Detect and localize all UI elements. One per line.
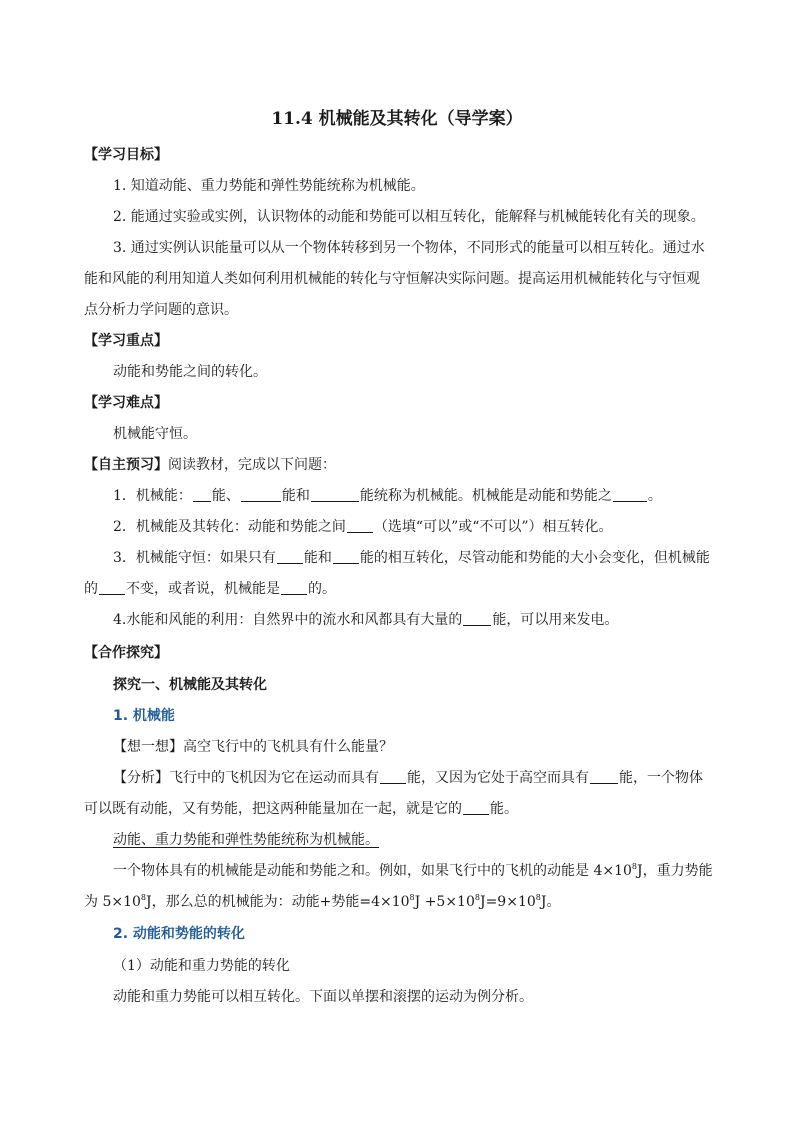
example-exp-4: 8 <box>474 893 480 902</box>
example-text-b: J，重力势能 <box>637 863 713 879</box>
q3-text-d: 的 <box>84 581 98 597</box>
focus-header: 【学习重点】 <box>84 333 168 349</box>
preview-q4 <box>113 610 618 630</box>
q2-text-b: （选填“可以”或“不可以”）相互转化。 <box>373 519 613 535</box>
q3-blank-4[interactable] <box>281 580 307 595</box>
example-exp-2: 8 <box>140 893 146 902</box>
q1-text-c: 能和 <box>281 488 310 504</box>
analysis-text-c: 能，一个物体 <box>619 770 703 786</box>
q3-text-f: 的。 <box>308 581 336 597</box>
section-1-heading: 探究一、机械能及其转化 <box>113 677 267 693</box>
preview-q3-line1 <box>113 548 710 568</box>
goals-header: 【学习目标】 <box>84 147 168 163</box>
focus-text: 动能和势能之间的转化。 <box>113 364 267 380</box>
goal-1: 1. 知道动能、重力势能和弹性势能统称为机械能。 <box>113 178 425 194</box>
example-line1 <box>113 861 713 881</box>
analysis-text-b: 能，又因为它处于高空而具有 <box>407 770 589 786</box>
example-text-d: J，那么总的机械能为：动能+势能=4×10 <box>146 894 410 910</box>
definition-text: 动能、重力势能和弹性势能统称为机械能。 <box>113 832 379 848</box>
example-line2 <box>84 892 560 912</box>
q3-blank-3[interactable] <box>99 580 125 595</box>
q3-blank-2[interactable] <box>333 549 359 564</box>
q2-blank[interactable] <box>347 518 373 533</box>
q3-text-e: 不变，或者说，机械能是 <box>126 581 280 597</box>
example-text-f: J=9×10 <box>479 894 536 910</box>
subsection-conversion: 2. 动能和势能的转化 <box>113 926 245 942</box>
goal-3-line1: 3. 通过实例认识能量可以从一个物体转移到另一个物体，不同形式的能量可以相互转化。通过水 <box>113 240 705 256</box>
analysis-blank-1[interactable] <box>380 769 406 784</box>
example-exp-1: 8 <box>631 862 637 871</box>
analysis-blank-2[interactable] <box>590 769 618 784</box>
q2-text-a: 2．机械能及其转化：动能和势能之间 <box>113 519 346 535</box>
q4-text-a: 4.水能和风能的利用：自然界中的流水和风都具有大量的 <box>113 612 463 628</box>
preview-header: 【自主预习】 <box>84 457 168 473</box>
q1-blank-3[interactable] <box>311 487 359 502</box>
example-text-c: 为 5×10 <box>84 894 141 910</box>
example-text-g: J。 <box>540 894 561 910</box>
page-title: 11.4 机械能及其转化（导学案） <box>271 109 523 129</box>
example-exp-3: 8 <box>409 893 415 902</box>
goal-2: 2. 能通过实验或实例，认识物体的动能和势能可以相互转化，能解释与机械能转化有关的现象。 <box>113 209 705 225</box>
explore-header: 【合作探究】 <box>84 645 168 661</box>
difficulty-header: 【学习难点】 <box>84 395 168 411</box>
analysis-line2 <box>84 799 518 819</box>
subsection-kinetic-gravitational: （1）动能和重力势能的转化 <box>113 958 290 974</box>
example-exp-5: 8 <box>535 893 541 902</box>
subsection-mechanical-energy: 1. 机械能 <box>113 708 175 724</box>
q3-text-c: 能的相互转化，尽管动能和势能的大小会变化，但机械能 <box>359 550 710 566</box>
analysis-text-a: 【分析】飞行中的飞机因为它在运动而具有 <box>113 770 379 786</box>
q3-text-a: 3．机械能守恒：如果只有 <box>113 550 276 566</box>
q1-blank-2[interactable] <box>241 487 281 502</box>
goal-3-line3: 点分析力学问题的意识。 <box>84 302 238 318</box>
analysis-blank-3[interactable] <box>463 800 489 815</box>
example-text-e: J +5×10 <box>414 894 475 910</box>
think-question: 【想一想】高空飞行中的飞机具有什么能量？ <box>113 739 393 755</box>
preview-q2 <box>113 517 613 537</box>
example-text-a: 一个物体具有的机械能是动能和势能之和。例如，如果飞行中的飞机的动能是 4×10 <box>113 863 632 879</box>
preview-q1 <box>113 486 662 506</box>
analysis-text-e: 能。 <box>490 801 518 817</box>
q3-text-b: 能和 <box>303 550 332 566</box>
preview-line <box>84 455 336 475</box>
difficulty-text: 机械能守恒。 <box>113 426 197 442</box>
q1-text-b: 能、 <box>211 488 240 504</box>
q3-blank-1[interactable] <box>277 549 303 564</box>
analysis-text-d: 可以既有动能，又有势能，把这两种能量加在一起，就是它的 <box>84 801 462 817</box>
q1-blank-1[interactable] <box>193 487 211 502</box>
q4-text-b: 能，可以用来发电。 <box>492 612 619 628</box>
analysis-line1 <box>113 768 703 788</box>
q1-text-a: 1．机械能： <box>113 488 192 504</box>
preview-q3-line2 <box>84 579 336 599</box>
q4-blank[interactable] <box>463 611 491 626</box>
preview-intro: 阅读教材，完成以下问题： <box>168 457 336 473</box>
goal-3-line2: 能和风能的利用知道人类如何利用机械能的转化与守恒解决实际问题。提高运用机械能转化与守恒观 <box>84 271 700 287</box>
q1-blank-4[interactable] <box>613 487 647 502</box>
q1-text-d: 能统称为机械能。机械能是动能和势能之 <box>359 488 612 504</box>
q1-text-e: 。 <box>647 488 662 504</box>
closing-text: 动能和重力势能可以相互转化。下面以单摆和滚摆的运动为例分析。 <box>113 989 533 1005</box>
